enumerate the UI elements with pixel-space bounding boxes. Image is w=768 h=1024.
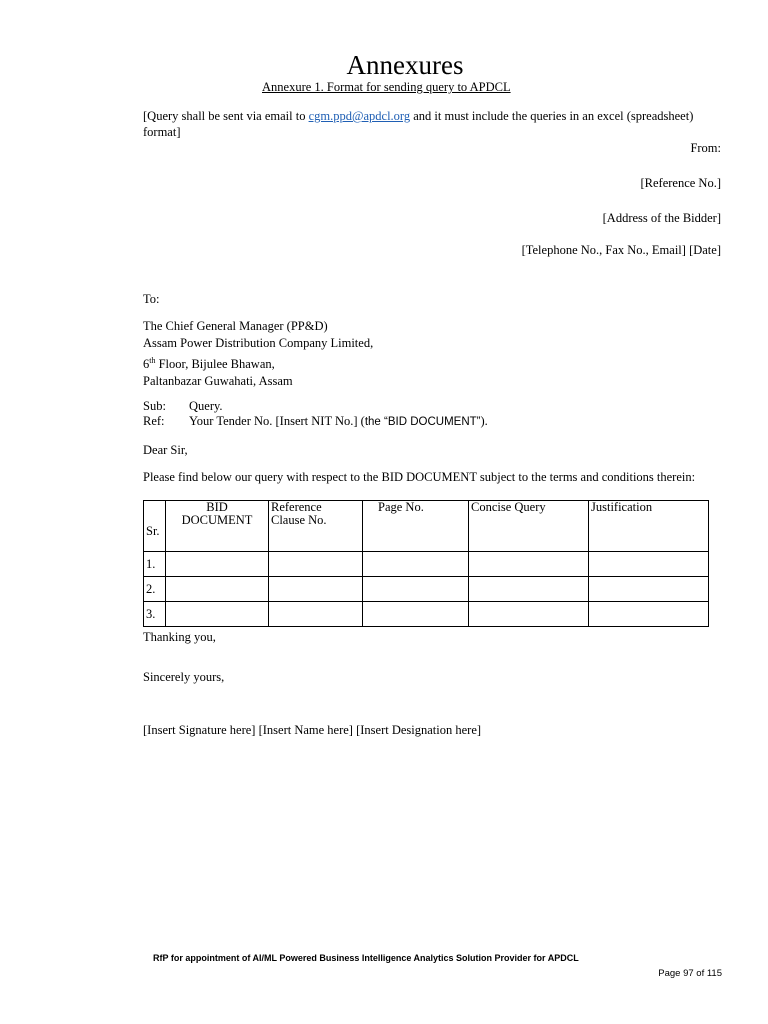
cell [166,552,269,577]
cell [166,602,269,627]
recipient-line1: The Chief General Manager (PP&D) [143,319,328,333]
header-page-no: Page No. [363,501,469,552]
cell [363,602,469,627]
row-number: 2. [144,577,166,602]
sub-value: Query. [189,399,223,413]
cell [363,552,469,577]
ref-value: Your Tender No. [Insert NIT No.] (the “BID DOCUMENT”). [189,414,488,428]
contact-placeholder: [Telephone No., Fax No., Email] [Date] [521,243,721,257]
salutation: Dear Sir, [143,443,188,457]
email-link[interactable]: cgm.ppd@apdcl.org [308,109,411,123]
cell [363,577,469,602]
from-label: From: [690,141,721,155]
annexure-subtitle: Annexure 1. Format for sending query to APDCL [262,80,511,94]
ref-label: Ref: [143,414,165,428]
sign-off-text: Sincerely yours, [143,670,225,684]
signature-placeholder: [Insert Signature here] [Insert Name here] [Insert Designation here] [143,723,482,737]
cell [469,552,589,577]
instructions-prefix: [Query shall be sent via email to [143,109,309,123]
thanks-text: Thanking you, [143,630,216,644]
cell [269,552,363,577]
header-concise-query: Concise Query [469,501,589,552]
table-row [144,552,709,577]
page-number: Page 97 of 115 [658,968,722,979]
header-justification: Justification [589,501,709,552]
recipient-address [143,318,373,390]
table-row [144,602,709,627]
recipient-line3: 6th Floor, Bijulee Bhawan, [143,356,275,372]
cell [166,577,269,602]
page-title: Annexures [346,50,464,80]
header-reference-clause: Reference Clause No. [269,501,363,552]
query-table [143,500,709,627]
instructions-line1 [143,109,693,124]
cell [589,602,709,627]
footer-text: RfP for appointment of AI/ML Powered Business Intelligence Analytics Solution Provider for APDCL [153,953,579,963]
header-sr: Sr. [144,501,166,552]
cell [589,552,709,577]
cell [269,602,363,627]
row-number: 3. [144,602,166,627]
to-label: To: [143,292,160,306]
recipient-line4: Paltanbazar Guwahati, Assam [143,374,293,389]
sub-label: Sub: [143,399,166,413]
intro-text: Please find below our query with respect to the BID DOCUMENT subject to the terms and conditions therein: [143,470,696,484]
recipient-line2: Assam Power Distribution Company Limited, [143,336,374,350]
row-number: 1. [144,552,166,577]
cell [469,602,589,627]
address-placeholder: [Address of the Bidder] [602,211,721,225]
table-row [144,577,709,602]
instructions-suffix: and it must include the queries in an excel (spreadsheet) [410,109,694,123]
table-header-row [144,501,709,552]
reference-placeholder: [Reference No.] [640,176,721,190]
cell [269,577,363,602]
cell [469,577,589,602]
cell [589,577,709,602]
instructions-line2: format] [143,125,181,139]
header-bid-document: BID DOCUMENT [166,501,269,552]
